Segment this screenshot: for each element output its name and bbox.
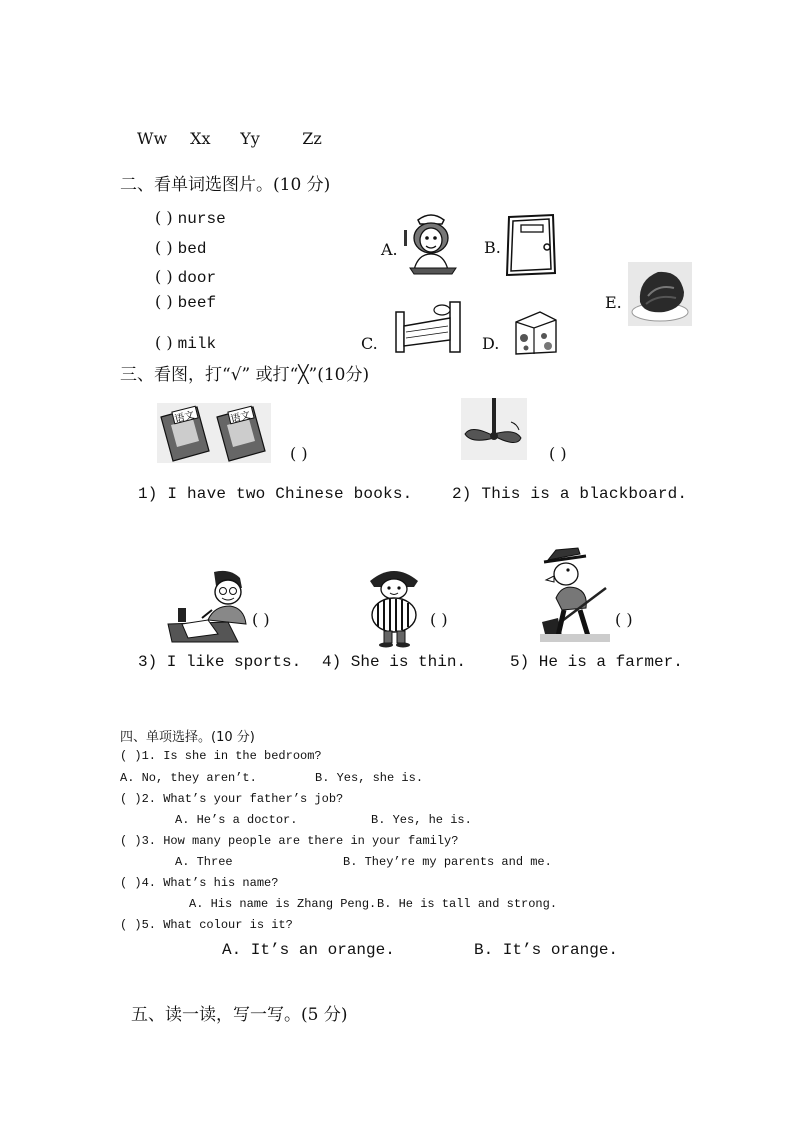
letters-row (137, 129, 322, 148)
question-3-option-b: B. They’re my parents and me. (343, 855, 552, 869)
question-5-option-a: A. It’s an orange. (222, 941, 395, 959)
question-1: ( )1. Is she in the bedroom? (120, 749, 322, 763)
answer-paren[interactable]: ( ) (155, 238, 173, 257)
word-label: milk (177, 335, 217, 353)
question-5: ( )5. What colour is it? (120, 918, 293, 932)
answer-paren-4[interactable]: ( ) (430, 610, 448, 629)
bed-picture (392, 296, 464, 354)
farmer-picture (540, 548, 610, 642)
word-label: bed (177, 240, 207, 258)
letter-xx: Xx (190, 129, 211, 148)
answer-paren-5[interactable]: ( ) (615, 610, 633, 629)
question-2-option-a: A. He’s a doctor. (175, 813, 298, 827)
letter-zz: Zz (302, 129, 322, 148)
section2-item-2 (155, 238, 206, 258)
answer-paren[interactable]: ( ) (155, 333, 173, 352)
answer-paren[interactable]: ( ) (155, 267, 173, 286)
question-3: ( )3. How many people are there in your family? (120, 834, 459, 848)
section2-item-4 (155, 292, 216, 312)
section2-item-5 (155, 333, 216, 353)
striped-girl-picture (364, 565, 424, 647)
question-4: ( )4. What’s his name? (120, 876, 279, 890)
option-label-b: B. (484, 238, 501, 257)
word-label: door (177, 269, 217, 287)
word-label: beef (177, 294, 217, 312)
book-cover-text: 语文 (173, 409, 196, 426)
sentence-4: 4) She is thin. (322, 653, 467, 671)
section2-title: 二、看单词选图片。(10 分) (120, 175, 331, 195)
option-label-a: A. (381, 240, 398, 259)
sentence-2: 2) This is a blackboard. (452, 485, 688, 503)
boy-writing-picture (168, 568, 248, 642)
answer-paren-2[interactable]: ( ) (549, 444, 567, 463)
book-cover-text: 语文 (229, 409, 252, 426)
sentence-3: 3) I like sports. (138, 653, 302, 671)
letter-yy: Yy (240, 129, 260, 148)
question-3-option-a: A. Three (175, 855, 233, 869)
answer-paren[interactable]: ( ) (155, 208, 173, 227)
section4-title: 四、单项选择。(10 分) (120, 730, 255, 745)
section3-title: 三、看图，打“√” 或打“╳”(10分) (120, 365, 370, 385)
answer-paren-3[interactable]: ( ) (252, 610, 270, 629)
letter-ww: Ww (137, 129, 168, 148)
option-label-e: E. (605, 293, 622, 312)
door-picture (505, 213, 559, 277)
question-1-option-a: A. No, they aren’t. (120, 771, 257, 785)
option-label-c: C. (361, 334, 378, 353)
sentence-5: 5) He is a farmer. (510, 653, 683, 671)
beef-picture (628, 262, 692, 326)
question-2-option-b: B. Yes, he is. (371, 813, 472, 827)
section5-title: 五、读一读，写一写。(5 分) (131, 1005, 348, 1025)
word-label: nurse (177, 210, 226, 228)
question-4-option-a: A. His name is Zhang Peng. (189, 897, 377, 911)
question-1-option-b: B. Yes, she is. (315, 771, 424, 785)
nurse-picture (396, 210, 466, 278)
question-5-option-b: B. It’s orange. (474, 941, 619, 959)
answer-paren[interactable]: ( ) (155, 292, 173, 311)
section2-item-1 (155, 208, 226, 228)
milk-picture (510, 308, 560, 356)
fan-picture (461, 398, 527, 460)
sentence-1: 1) I have two Chinese books. (138, 485, 413, 503)
question-4-option-b: B. He is tall and strong. (377, 897, 558, 911)
option-label-d: D. (482, 334, 500, 353)
chinese-books-picture (157, 403, 271, 463)
answer-paren-1[interactable]: ( ) (290, 444, 308, 463)
question-2: ( )2. What’s your father’s job? (120, 792, 344, 806)
section2-item-3 (155, 267, 216, 287)
